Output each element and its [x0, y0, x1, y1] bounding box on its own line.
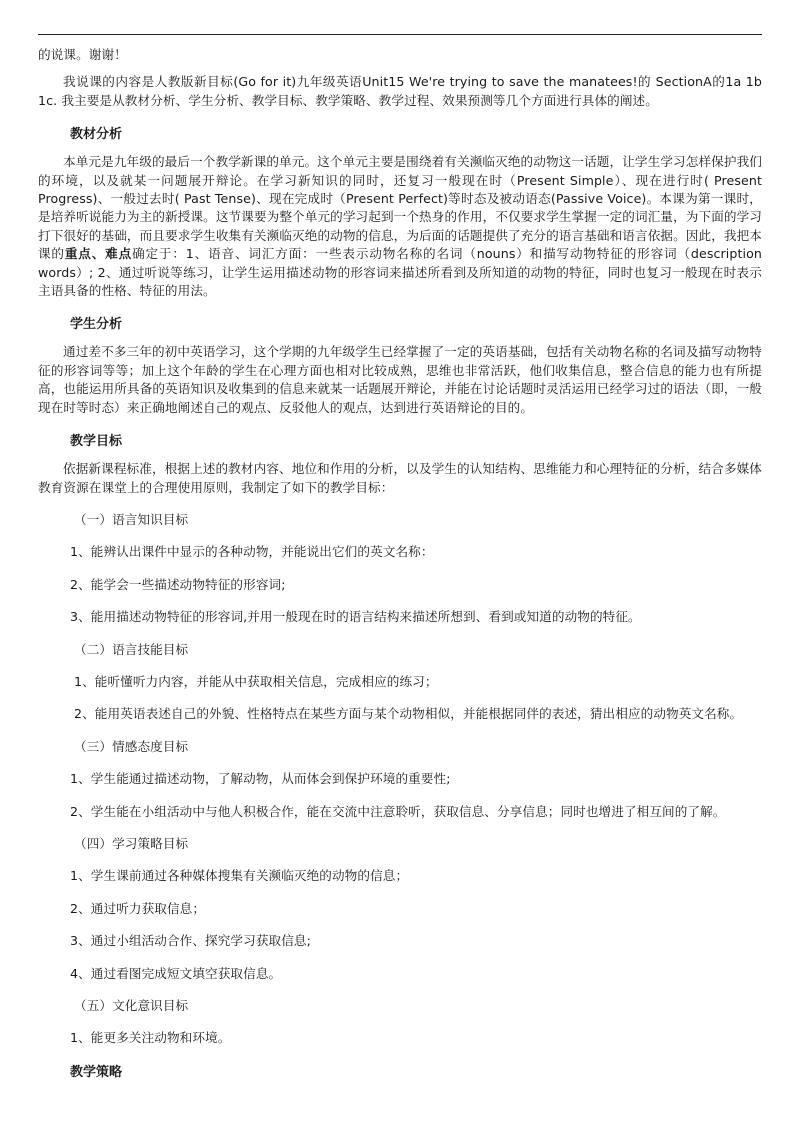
- objective-group-title: （一）语言知识目标: [74, 511, 189, 527]
- textbook-analysis-text-2: 确定于：1、语音、词汇方面：一些表示动物名称的名词（nouns）和描写动物特征的形容词（description words）; 2、通过听说等练习，让学生运用描述动物的形容词来描述所看到及所知道的动物的特征，同时也复习一般现在时表示主语具备的性格、特征的用法。: [38, 246, 763, 299]
- heading-teaching-objectives: 教学目标: [70, 434, 123, 450]
- objective-item: 2、通过听力获取信息；: [70, 900, 206, 916]
- textbook-analysis-text-1: 本单元是九年级的最后一个教学新课的单元。这个单元主要是围绕着有关濒临灭绝的动物这一话题，让学生学习怎样保护我们的环境，以及就某一问题展开辩论。在学习新知识的同时，还复习一般现在时（Present Simple）、现在进行时( Present Progress)、一般过去时( Past Tense)、现在完成时（Present Perfect)等时态及被动语态(Passive Voice)。本课为第一课时，是培养听说能力为主的新授课。这节课要为整个单元的学习起到一个热身的作用，不仅要求学生掌握一定的词汇量，为下面的学习打下很好的基础，而且要求学生收集有关濒临灭绝的动物的信息，为后面的话题提供了充分的语言基础和语言依据。因此，我把本课的: [38, 154, 762, 262]
- heading-textbook-analysis: 教材分析: [70, 127, 123, 143]
- objective-item: 1、学生课前通过各种媒体搜集有关濒临灭绝的动物的信息；: [70, 868, 409, 884]
- heading-teaching-strategy: 教学策略: [70, 1064, 123, 1080]
- student-analysis-paragraph: 通过差不多三年的初中英语学习，这个学期的九年级学生已经掌握了一定的英语基础，包括有关动物名称的名词及描写动物特征的形容词等等；加上这个年龄的学生在心理方面也相对比较成熟，思维也非常活跃，他们收集信息，整合信息的能力也有所提高，也能运用所具备的英语知识及收集到的信息来就某一话题展开辩论，并能在讨论话题时灵活运用已经学习过的语法（即，一般现在时等时态）来正确地阐述自己的观点、反驳他人的观点，达到进行英语辩论的目的。: [38, 344, 762, 415]
- document-body: [38, 46, 762, 1082]
- objective-item: 1、能更多关注动物和环境。: [70, 1030, 231, 1046]
- objective-item: 2、学生能在小组活动中与他人积极合作，能在交流中注意聆听，获取信息、分享信息；同时也增进了相互间的了解。: [70, 803, 726, 819]
- objective-item: 4、通过看图完成短文填空获取信息。: [70, 965, 282, 981]
- opening-fragment: 的说课。谢谢！: [38, 47, 127, 62]
- objective-item: 3、通过小组活动合作、探究学习获取信息;: [70, 933, 311, 949]
- objective-item: 2、能学会一些描述动物特征的形容词;: [70, 576, 286, 592]
- header-rule: [38, 34, 762, 35]
- objective-item: 2、能用英语表述自己的外貌、性格特点在某些方面与某个动物相似，并能根据同伴的表述，猜出相应的动物英文名称。: [74, 706, 743, 722]
- intro-paragraph: 我说课的内容是人教版新目标(Go for it)九年级英语Unit15 We're trying to save the manatees!的 SectionA的1a 1b 1c. 我主要是从教材分析、学生分析、教学目标、教学策略、教学过程、效果预测等几个方面进行具体的阐述。: [38, 74, 762, 108]
- objective-item: 1、能听懂听力内容，并能从中获取相关信息，完成相应的练习；: [74, 673, 438, 689]
- teaching-objectives-paragraph: 依据新课程标准，根据上述的教材内容、地位和作用的分析，以及学生的认知结构、思维能力和心理特征的分析，结合多媒体教育资源在课堂上的合理使用原则，我制定了如下的教学目标：: [38, 461, 762, 495]
- textbook-analysis-paragraph: [38, 153, 762, 300]
- objective-group-title: （四）学习策略目标: [74, 835, 189, 851]
- objective-item: 1、能辨认出课件中显示的各种动物，并能说出它们的英文名称：: [70, 544, 434, 560]
- heading-student-analysis: 学生分析: [70, 317, 123, 333]
- objective-item: 1、学生能通过描述动物，了解动物，从而体会到保护环境的重要性;: [70, 771, 451, 787]
- document-page: [38, 0, 762, 1132]
- objective-item: 3、能用描述动物特征的形容词,并用一般现在时的语言结构来描述所想到、看到或知道的动物的特征。: [70, 609, 641, 625]
- objective-group-title: （二）语言技能目标: [74, 641, 189, 657]
- objective-group-title: （五）文化意识目标: [74, 998, 189, 1013]
- key-points-emphasis: 重点、难点: [64, 246, 133, 262]
- objective-group-title: （三）情感态度目标: [74, 738, 189, 754]
